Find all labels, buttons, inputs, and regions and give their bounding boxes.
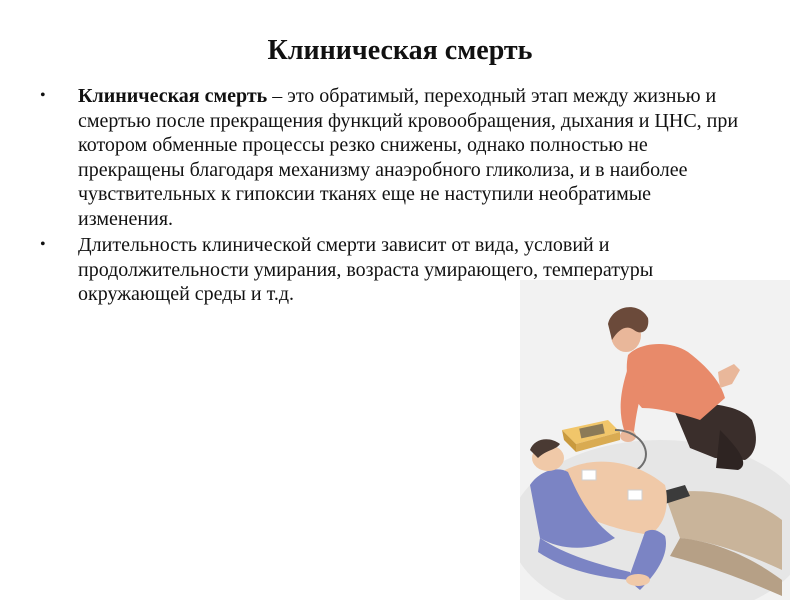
bullet-icon: • xyxy=(40,87,46,104)
bullet-list xyxy=(40,84,740,309)
bullet-term: Клиническая смерть xyxy=(78,85,268,107)
slide-title: Клиническая смерть xyxy=(267,35,533,66)
bullet-text: – это обратимый, переходный этап между жизнью и смертью после прекращения функций кровообращения, дыхания и ЦНС, при котором обменные процессы резко снижены, однако полностью не прекращены благодаря механизму анаэробного гликолиза, и в наиболее чувствительных к гипоксии тканях еще не наступили необратимые изменения. xyxy=(78,85,739,230)
cpr-defibrillator-illustration xyxy=(520,280,790,600)
bullet-text: Длительность клинической смерти зависит от вида, условий и продолжительности умирания, возраста умирающего, температуры окружающей среды и т.д. xyxy=(78,234,654,305)
bullet-item-definition xyxy=(40,84,740,231)
bullet-icon: • xyxy=(40,236,46,253)
